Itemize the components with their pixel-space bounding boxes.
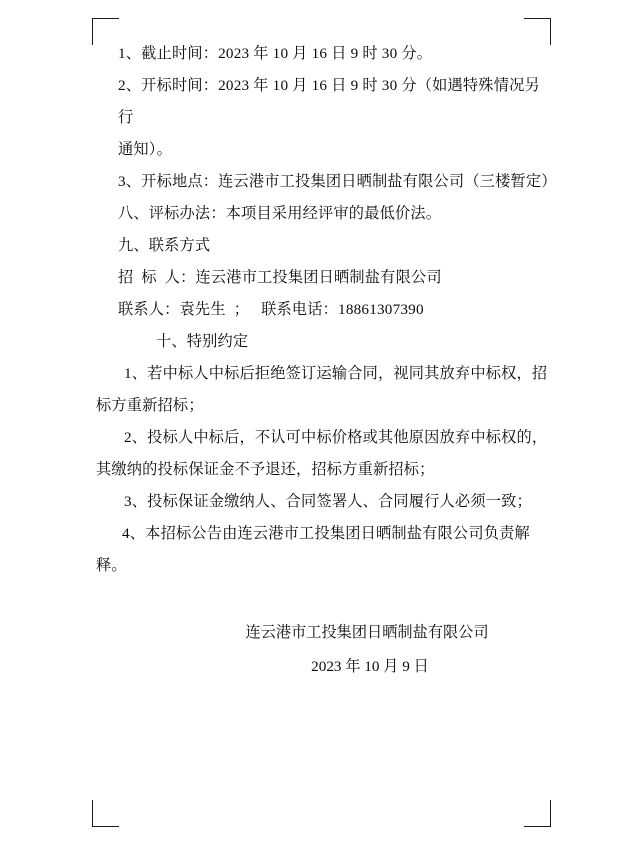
document-body bbox=[96, 38, 557, 684]
paragraph-special-2-cont: 其缴纳的投标保证金不予退还，招标方重新招标； bbox=[96, 461, 435, 478]
paragraph-contact-heading: 九、联系方式 bbox=[118, 237, 211, 254]
paragraph-bid-opening-time-2: 通知）。 bbox=[118, 141, 172, 158]
paragraph-bid-opening-time: 2、开标时间：2023 年 10 月 16 日 9 时 30 分（如遇特殊情况另行 bbox=[118, 77, 540, 126]
paragraph-special-2: 2、投标人中标后，不认可中标价格或其他原因放弃中标权的， bbox=[124, 429, 548, 446]
paragraph-bid-opening-place: 3、开标地点：连云港市工投集团日晒制盐有限公司（三楼暂定） bbox=[118, 173, 557, 190]
paragraph-special-4: 4、本招标公告由连云港市工投集团日晒制盐有限公司负责解释。 bbox=[96, 525, 530, 574]
paragraph-special-1: 1、若中标人中标后拒绝签订运输合同，视同其放弃中标权，招 bbox=[124, 365, 548, 382]
paragraph-deadline-time: 1、截止时间：2023 年 10 月 16 日 9 时 30 分。 bbox=[118, 45, 433, 62]
crop-mark-bottom-right bbox=[524, 800, 551, 827]
signature-company: 连云港市工投集团日晒制盐有限公司 bbox=[245, 624, 489, 641]
paragraph-special-3: 3、投标保证金缴纳人、合同签署人、合同履行人必须一致； bbox=[124, 493, 532, 510]
paragraph-tenderer: 招 标 人：连云港市工投集团日晒制盐有限公司 bbox=[118, 269, 442, 286]
paragraph-special-1-cont: 标方重新招标； bbox=[96, 397, 204, 414]
paragraph-evaluation-method: 八、评标办法：本项目采用经评审的最低价法。 bbox=[118, 205, 442, 222]
signature-date: 2023 年 10 月 9 日 bbox=[311, 658, 429, 675]
crop-mark-bottom-left bbox=[92, 800, 119, 827]
signature-block bbox=[96, 616, 552, 684]
paragraph-contact-person: 联系人：袁先生 ； 联系电话：18861307390 bbox=[118, 301, 424, 318]
paragraph-special-heading: 十、特别约定 bbox=[156, 333, 249, 350]
